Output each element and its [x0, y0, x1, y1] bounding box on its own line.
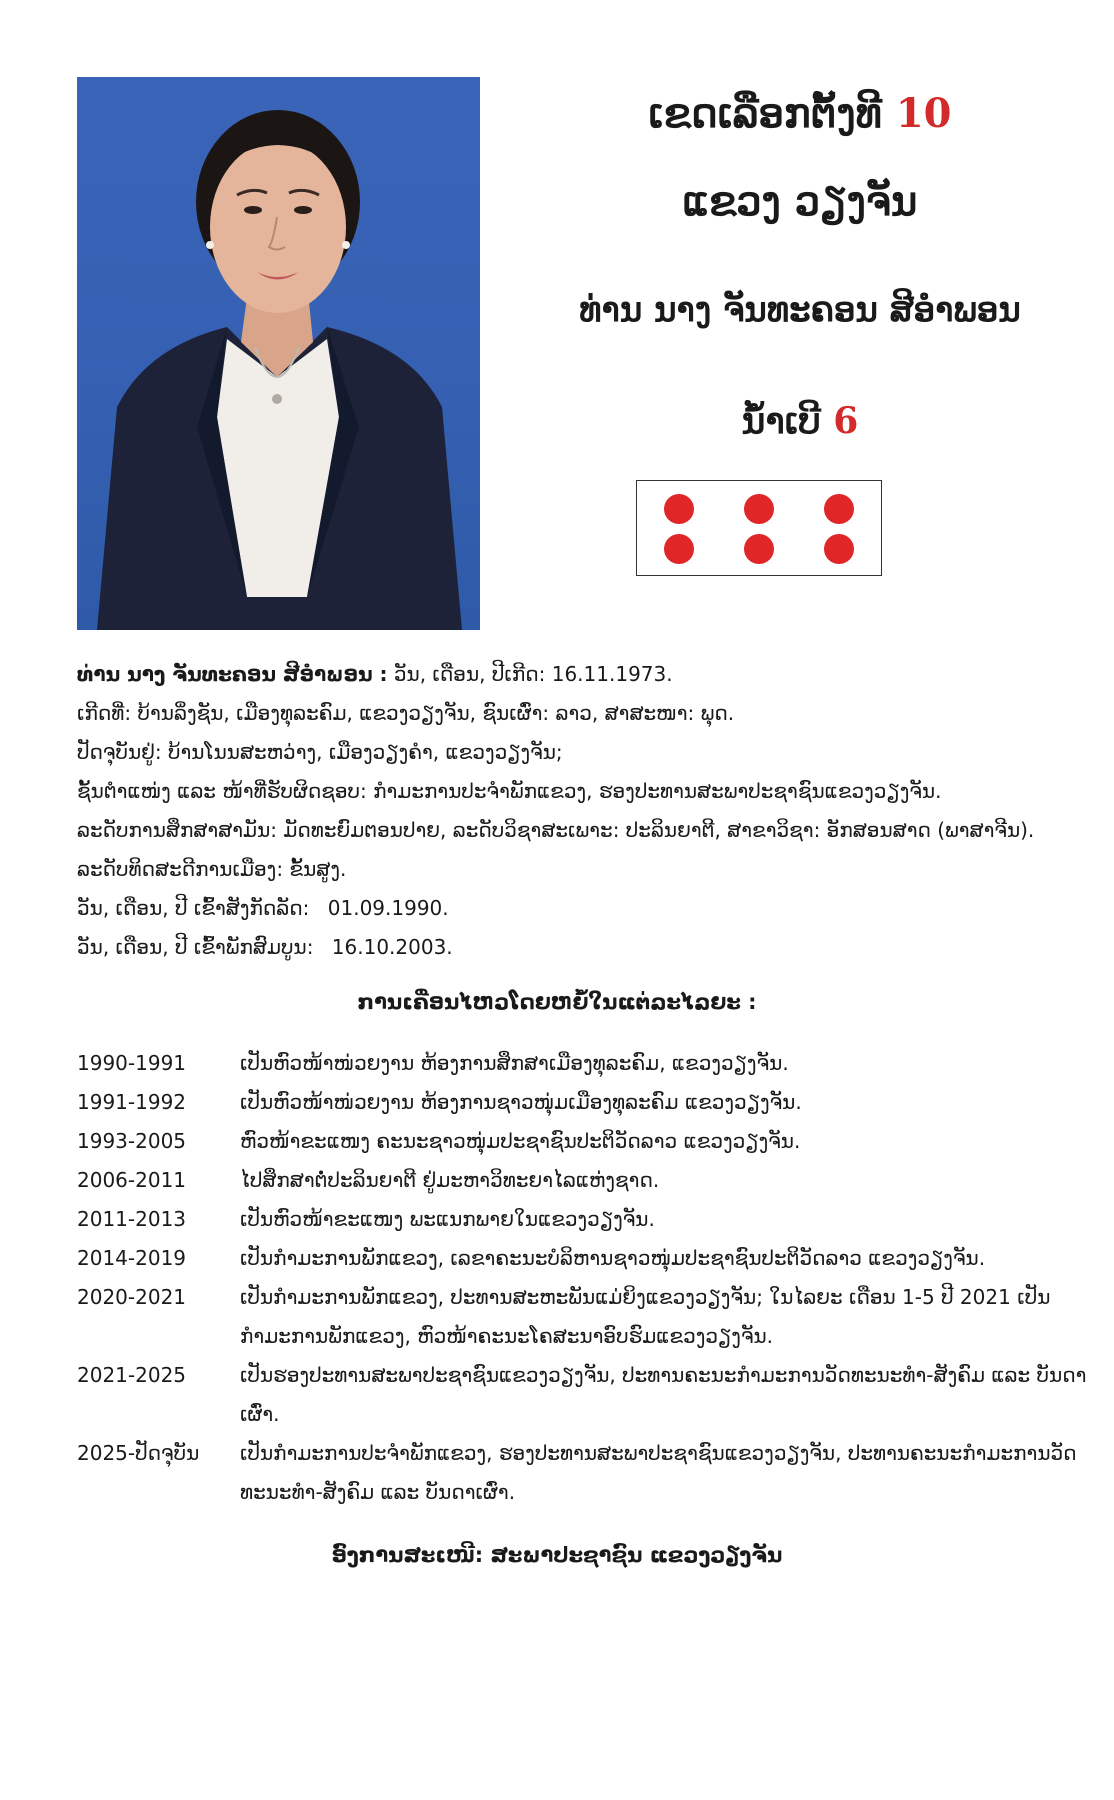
info-education: ລະດັບການສຶກສາສາມັນ: ມັດທະຍົມຕອນປາຍ, ລະດັບວິຊາສະເພາະ: ປະລິນຍາຕີ, ສາຂາວິຊາ: ອັກສອນສາດ (ພາສາຈີນ). [77, 818, 1035, 842]
timeline-text: ເປັນຫົວໜ້າໜ່ວຍງານ ຫ້ອງການຊາວໜຸ່ມເມືອງທຸລະຄົມ ແຂວງວຽງຈັນ. [240, 1090, 802, 1114]
district-label: ເຂດເລືອກຕັ້ງທີ [648, 90, 882, 137]
timeline-row [77, 1200, 1097, 1239]
timeline-text: ເປັນຫົວໜ້າໜ່ວຍງານ ຫ້ອງການສຶກສາເມືອງທຸລະຄົມ, ແຂວງວຽງຈັນ. [240, 1051, 789, 1075]
info-dob: ວັນ, ເດືອນ, ປີເກີດ: 16.11.1973. [387, 662, 673, 686]
timeline-years: 1991-1992 [77, 1090, 187, 1114]
timeline-row [77, 1356, 1097, 1434]
info-party-label: ວັນ, ເດືອນ, ປີ ເຂົ້າພັກສົມບູນ: [77, 935, 314, 959]
timeline [77, 1044, 1097, 1512]
info-residence: ປັດຈຸບັນຢູ່: ບ້ານໂນນສະຫວ່າງ, ເມືອງວຽງຄໍາ, ແຂວງວຽງຈັນ; [77, 740, 563, 764]
timeline-text: ຫົວໜ້າຂະແໜງ ຄະນະຊາວໜຸ່ມປະຊາຊົນປະຕິວັດລາວ ແຂວງວຽງຈັນ. [240, 1129, 801, 1153]
name-dob-row [77, 655, 1097, 694]
dice-dot [664, 494, 694, 524]
timeline-text: ເປັນກໍາມະການພັກແຂວງ, ເລຂາຄະນະບໍລິຫານຊາວໜຸ່ມປະຊາຊົນປະຕິວັດລາວ ແຂວງວຽງຈັນ. [240, 1246, 986, 1270]
timeline-text: ເປັນກໍາມະການປະຈໍາພັກແຂວງ, ຮອງປະທານສະພາປະຊາຊົນແຂວງວຽງຈັນ, ປະທານຄະນະກໍາມະການວັດທະນະທໍາ-ສັງຄົມ ແລະ ບັນດາເຜົ່າ. [240, 1441, 1077, 1504]
timeline-years: 2014-2019 [77, 1246, 187, 1270]
candidate-photo [77, 77, 480, 630]
district-heading [500, 90, 1100, 137]
dice-dot [744, 534, 774, 564]
dice-dot [824, 494, 854, 524]
personal-info [77, 655, 1097, 967]
timeline-row [77, 1044, 1097, 1083]
timeline-years: 2006-2011 [77, 1168, 187, 1192]
timeline-row [77, 1083, 1097, 1122]
info-party-date: 16.10.2003. [331, 935, 453, 959]
info-youth-row [77, 889, 1097, 928]
timeline-text: ເປັນຮອງປະທານສະພາປະຊາຊົນແຂວງວຽງຈັນ, ປະທານຄະນະກໍາມະການວັດທະນະທໍາ-ສັງຄົມ ແລະ ບັນດາເຜົ່າ. [240, 1363, 1087, 1426]
number-value: 6 [833, 400, 859, 442]
timeline-years: 2020-2021 [77, 1285, 187, 1309]
timeline-years: 2021-2025 [77, 1363, 187, 1387]
timeline-text: ໄປສຶກສາຕໍ່ປະລິນຍາຕີ ຢູ່ມະຫາວິທະຍາໄລແຫ່ງຊາດ. [240, 1168, 660, 1192]
timeline-row [77, 1239, 1097, 1278]
number-label: ນໍ້າເບີ [741, 400, 821, 442]
dice-dot [744, 494, 774, 524]
timeline-row [77, 1434, 1097, 1512]
number-heading [500, 400, 1100, 442]
district-number: 10 [895, 90, 952, 137]
info-name: ທ່ານ ນາງ ຈັນທະຄອນ ສີອໍາພອນ : [77, 662, 388, 686]
timeline-years: 1993-2005 [77, 1129, 187, 1153]
timeline-years: 2011-2013 [77, 1207, 187, 1231]
candidate-name-heading: ທ່ານ ນາງ ຈັນທະຄອນ ສີອໍາພອນ [579, 290, 1021, 330]
info-party-row [77, 928, 1097, 967]
timeline-row [77, 1161, 1097, 1200]
dice-dot [824, 534, 854, 564]
timeline-text: ເປັນຫົວໜ້າຂະແໜງ ພະແນກພາຍໃນແຂວງວຽງຈັນ. [240, 1207, 655, 1231]
proposing-organization: ອົງການສະເໜີ: ສະພາປະຊາຊົນ ແຂວງວຽງຈັນ [331, 1543, 783, 1567]
timeline-text: ເປັນກໍາມະການພັກແຂວງ, ປະທານສະຫະພັນແມ່ຍິງແຂວງວຽງຈັນ; ໃນໄລຍະ ເດືອນ 1-5 ປີ 2021 ເປັນກໍາມະການພັກແຂວງ, ຫົວໜ້າຄະນະໂຄສະນາອົບຮົມແຂວງວຽງຈັນ. [240, 1285, 1051, 1348]
timeline-row [77, 1278, 1097, 1356]
info-youth-date: 01.09.1990. [327, 896, 449, 920]
number-dice [636, 480, 882, 576]
timeline-years: 1990-1991 [77, 1051, 187, 1075]
timeline-title: ການເຄື່ອນໄຫວໂດຍຫຍໍ້ໃນແຕ່ລະໄລຍະ : [357, 990, 757, 1014]
timeline-years: 2025-ປັດຈຸບັນ [77, 1441, 200, 1465]
info-political: ລະດັບທິດສະດີການເມືອງ: ຂັ້ນສູງ. [77, 857, 347, 881]
timeline-row [77, 1122, 1097, 1161]
info-position: ຊັ້ນຕໍາແໜ່ງ ແລະ ໜ້າທີ່ຮັບຜິດຊອບ: ກໍາມະການປະຈໍາພັກແຂວງ, ຮອງປະທານສະພາປະຊາຊົນແຂວງວຽງຈັນ. [77, 779, 942, 803]
info-birthplace: ເກີດທີ່: ບ້ານລິ່ງຊັນ, ເມືອງທຸລະຄົມ, ແຂວງວຽງຈັນ, ຊົນເຜົ່າ: ລາວ, ສາສະໜາ: ພຸດ. [77, 701, 735, 725]
info-youth-label: ວັນ, ເດືອນ, ປີ ເຂົ້າສັງກັດລັດ: [77, 896, 310, 920]
dice-dot [664, 534, 694, 564]
province-heading: ແຂວງ ວຽງຈັນ [682, 178, 918, 225]
